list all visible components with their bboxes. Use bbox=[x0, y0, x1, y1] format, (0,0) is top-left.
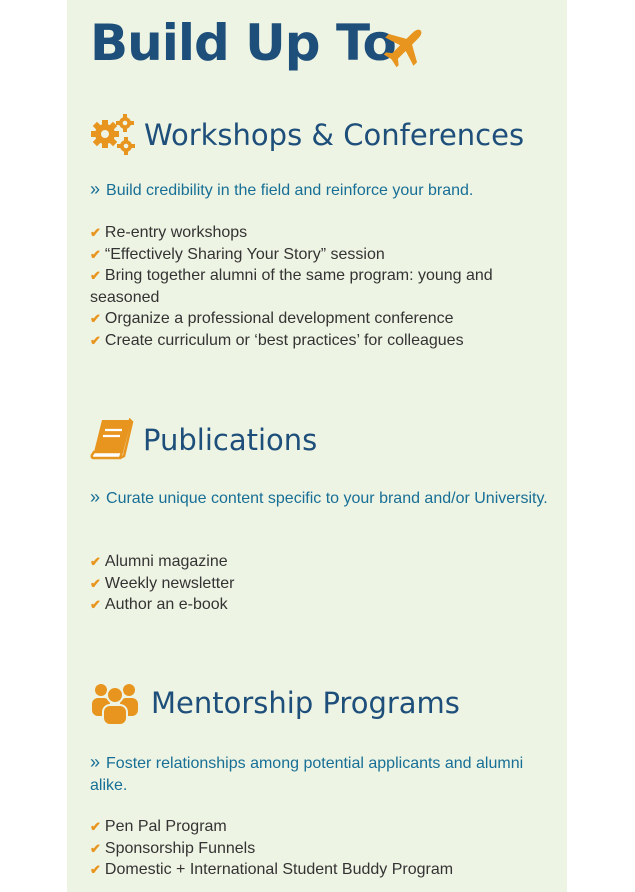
check-icon: ✔ bbox=[90, 862, 101, 877]
book-icon bbox=[90, 418, 134, 462]
check-icon: ✔ bbox=[90, 597, 101, 612]
list-item: ✔ Sponsorship Funnels bbox=[90, 839, 256, 857]
section-workshops-heading bbox=[90, 113, 524, 157]
list-item: ✔ Author an e-book bbox=[90, 596, 228, 613]
check-icon: ✔ bbox=[90, 840, 101, 856]
people-group-icon bbox=[90, 680, 140, 726]
list-item: ✔ Organize a professional development conference bbox=[90, 310, 454, 327]
section-lead: » Foster relationships among potential applicants and alumni alike. bbox=[90, 752, 524, 794]
section-title: Mentorship Programs bbox=[151, 686, 460, 720]
checklist bbox=[90, 551, 550, 616]
list-item: ✔ Domestic + International Student Buddy Program bbox=[90, 861, 454, 878]
checklist bbox=[90, 816, 550, 881]
list-item: ✔ Bring together alumni of the same program: young and seasoned bbox=[90, 267, 493, 306]
section-title: Workshops & Conferences bbox=[144, 118, 525, 152]
list-item: ✔ Weekly newsletter bbox=[90, 574, 235, 592]
double-chevron-icon: » bbox=[90, 179, 101, 199]
check-icon: ✔ bbox=[90, 311, 101, 326]
list-item: ✔ “Effectively Sharing Your Story” session bbox=[90, 245, 385, 263]
gears-icon bbox=[90, 113, 136, 157]
double-chevron-icon: » bbox=[90, 487, 101, 507]
check-icon: ✔ bbox=[90, 575, 101, 591]
list-item: ✔ Create curriculum or ‘best practices’ for colleagues bbox=[90, 331, 464, 349]
list-item: ✔ Re-entry workshops bbox=[90, 224, 248, 241]
check-icon: ✔ bbox=[90, 819, 101, 834]
section-publications-heading bbox=[90, 418, 317, 462]
check-icon: ✔ bbox=[90, 554, 101, 569]
airplane-icon bbox=[381, 22, 429, 70]
section-mentorship-heading bbox=[90, 680, 460, 726]
checklist bbox=[90, 222, 550, 351]
section-title: Publications bbox=[143, 423, 318, 457]
list-item: ✔ Pen Pal Program bbox=[90, 818, 227, 835]
check-icon: ✔ bbox=[90, 268, 101, 283]
check-icon: ✔ bbox=[90, 332, 101, 348]
section-lead: » Curate unique content specific to your brand and/or University. bbox=[90, 487, 548, 507]
check-icon: ✔ bbox=[90, 225, 101, 240]
check-icon: ✔ bbox=[90, 246, 101, 262]
page-title: Build Up To bbox=[90, 14, 396, 72]
double-chevron-icon: » bbox=[90, 752, 101, 772]
list-item: ✔ Alumni magazine bbox=[90, 553, 228, 570]
section-lead: » Build credibility in the field and reinforce your brand. bbox=[90, 179, 474, 199]
